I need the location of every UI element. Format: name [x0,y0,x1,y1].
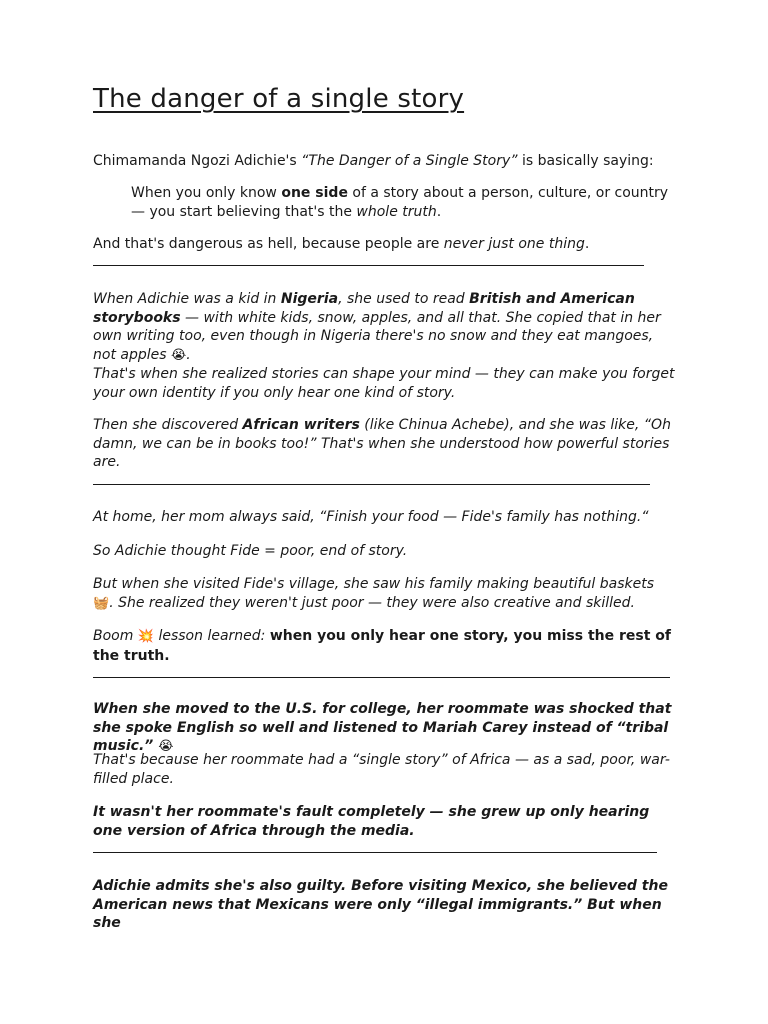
boom-emoji-icon: 💥 [137,629,155,644]
lesson-text: Boom [93,628,138,644]
village-text-2: . She realized they weren't just poor — they were also creative and skilled. [109,594,635,611]
writers-text-2: (like Chinua Achebe), and she was like, “Oh damn, we can be in books too!” That's when she understood how powerful stories are. [93,417,671,470]
danger-paragraph [93,235,678,254]
childhood-text-2: , she used to read [338,291,470,307]
village-text: But when she visited Fide's village, she saw his family making beautiful baskets [93,576,655,592]
quote-text-2: of a story about a person, culture, or country — you start believing that's the [131,185,669,220]
nigeria-bold: Nigeria [280,291,339,307]
roommate-paragraph [93,700,678,757]
roommate-text: When she moved to the U.S. for college, her roommate was shocked that she spoke English so well and listened to Mariah Carey instead of “tribal music.” [93,701,672,754]
intro-paragraph [93,152,678,171]
quote-end: . [436,203,442,220]
crying-emoji-icon: 😭 [170,347,187,363]
media-paragraph: It wasn't her roommate's fault completely — she grew up only hearing one version of Africa through the media. [93,804,650,839]
african-writers-paragraph [93,416,678,472]
lesson-text-2: lesson learned: [154,628,270,644]
quote-italic: whole truth [356,203,437,220]
crying-emoji-icon: 😭 [158,739,174,754]
mom-paragraph: At home, her mom always said, “Finish your food — Fide's family has nothing.“ [93,509,649,525]
childhood-text: When Adichie was a kid in [93,291,281,307]
fide-poor-paragraph: So Adichie thought Fide = poor, end of story. [93,543,408,559]
childhood-text-3: — with white kids, snow, apples, and all that. She copied that in her own writing too, even though in Nigeria there's no snow and they eat mangoes, not apples [93,309,661,363]
childhood-paragraph [93,290,678,402]
talk-title: “The Danger of a Single Story” [301,153,518,169]
mexico-paragraph: Adichie admits she's also guilty. Before visiting Mexico, she believed the American news that Mexicans were only “illegal immigrants.” But when she [93,878,668,931]
intro-text-end: is basically saying: [517,153,654,169]
quote-emphasis: one side [281,185,348,201]
danger-italic: never just one thing [443,236,585,252]
danger-end: . [584,236,590,252]
single-story-africa-paragraph: That's because her roommate had a “single story” of Africa — as a sad, poor, war-filled place. [93,752,670,787]
writers-text: Then she discovered [93,417,243,433]
danger-text: And that's dangerous as hell, because people are [93,236,444,252]
lesson-bold: when you only hear one story, you miss the rest of the truth. [93,628,672,664]
storybooks-bold: British and American storybooks [93,291,635,326]
childhood-period: . [186,346,191,363]
lesson-paragraph [93,627,678,665]
quote-text: When you only know [131,185,282,201]
basket-emoji-icon: 🧺 [93,595,110,611]
realization-text: That's when she realized stories can shape your mind — they can make you forget your own identity if you only hear one kind of story. [93,366,675,401]
page-title: The danger of a single story [93,84,465,114]
section-divider [93,484,650,485]
section-divider [93,852,657,853]
section-divider [93,677,670,678]
intro-text: Chimamanda Ngozi Adichie's [93,153,302,169]
village-paragraph [93,575,678,613]
summary-quote [131,184,676,221]
section-divider [93,265,644,266]
african-writers-bold: African writers [242,417,360,433]
